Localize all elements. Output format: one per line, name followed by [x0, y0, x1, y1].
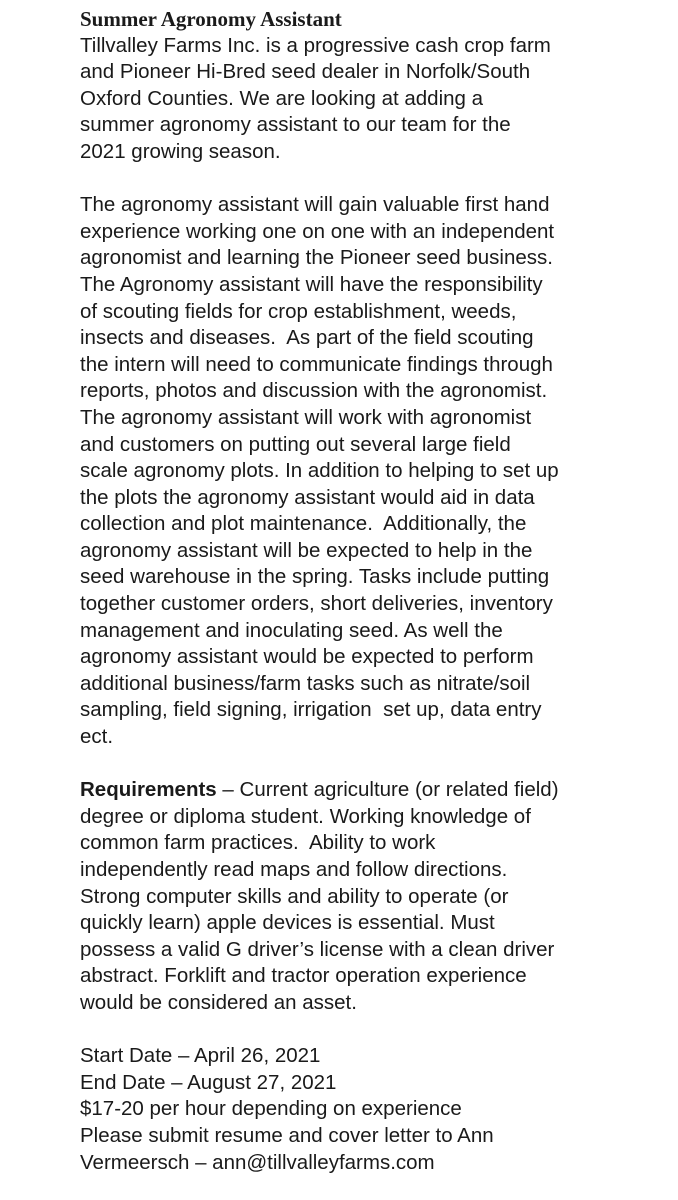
- duties-line: and customers on putting out several large field: [80, 432, 511, 456]
- requirements-paragraph: [80, 777, 672, 1016]
- duties-line: experience working one on one with an independent: [80, 219, 555, 243]
- intro-line: 2021 growing season.: [80, 139, 281, 163]
- duties-line: of scouting fields for crop establishment, weeds,: [80, 299, 517, 323]
- requirements-first-line: [80, 777, 672, 804]
- paragraph-spacer: [80, 751, 672, 778]
- duties-line: agronomy assistant will be expected to help in the: [80, 538, 533, 562]
- duties-line: The Agronomy assistant will have the responsibility: [80, 272, 543, 296]
- requirements-line: quickly learn) apple devices is essential. Must: [80, 911, 495, 935]
- application-instructions: Please submit resume and cover letter to Ann: [80, 1123, 494, 1147]
- details-paragraph: [80, 1043, 672, 1176]
- duties-line: seed warehouse in the spring. Tasks include putting: [80, 565, 550, 589]
- duties-line: collection and plot maintenance. Additionally, the: [80, 512, 527, 536]
- requirements-line: degree or diploma student. Working knowledge of: [80, 804, 531, 828]
- duties-line: scale agronomy plots. In addition to helping to set up: [80, 459, 559, 483]
- pay-rate: $17-20 per hour depending on experience: [80, 1097, 462, 1121]
- duties-line: agronomy assistant would be expected to perform: [80, 645, 534, 669]
- duties-line: reports, photos and discussion with the agronomist.: [80, 379, 548, 403]
- requirements-line: possess a valid G driver’s license with a clean driver: [80, 937, 555, 961]
- intro-line: and Pioneer Hi-Bred seed dealer in Norfolk/South: [80, 60, 531, 84]
- duties-line: ect.: [80, 725, 114, 749]
- requirements-first-line-text: – Current agriculture (or related field): [216, 778, 559, 802]
- duties-line: management and inoculating seed. As well the: [80, 618, 503, 642]
- job-posting-document: [80, 6, 672, 1176]
- requirements-label: Requirements: [80, 778, 217, 802]
- duties-line: agronomist and learning the Pioneer seed business.: [80, 246, 553, 270]
- duties-line: insects and diseases. As part of the field scouting: [80, 326, 534, 350]
- posting-title: Summer Agronomy Assistant: [80, 7, 342, 31]
- start-date: Start Date – April 26, 2021: [80, 1044, 321, 1068]
- duties-line: sampling, field signing, irrigation set up, data entry: [80, 698, 542, 722]
- end-date: End Date – August 27, 2021: [80, 1070, 337, 1094]
- duties-paragraph: [80, 192, 672, 750]
- duties-line: the plots the agronomy assistant would aid in data: [80, 485, 535, 509]
- duties-line: The agronomy assistant will gain valuable first hand: [80, 193, 550, 217]
- requirements-line: independently read maps and follow directions.: [80, 858, 508, 881]
- duties-line: The agronomy assistant will work with agronomist: [80, 405, 532, 429]
- paragraph-spacer: [80, 166, 672, 193]
- intro-line: Oxford Counties. We are looking at adding a: [80, 86, 484, 110]
- contact-email: Vermeersch – ann@tillvalleyfarms.com: [80, 1150, 435, 1174]
- duties-line: additional business/farm tasks such as nitrate/soil: [80, 671, 531, 695]
- intro-paragraph: [80, 33, 672, 166]
- requirements-line: would be considered an asset.: [80, 990, 357, 1014]
- paragraph-spacer: [80, 1017, 672, 1044]
- duties-line: the intern will need to communicate findings through: [80, 352, 553, 376]
- requirements-line: abstract. Forklift and tractor operation experience: [80, 964, 527, 988]
- duties-line: together customer orders, short deliveries, inventory: [80, 592, 553, 616]
- intro-line: Tillvalley Farms Inc. is a progressive cash crop farm: [80, 33, 551, 57]
- requirements-line: Strong computer skills and ability to operate (or: [80, 884, 509, 908]
- intro-line: summer agronomy assistant to our team for the: [80, 113, 511, 137]
- requirements-line: common farm practices. Ability to work: [80, 831, 436, 855]
